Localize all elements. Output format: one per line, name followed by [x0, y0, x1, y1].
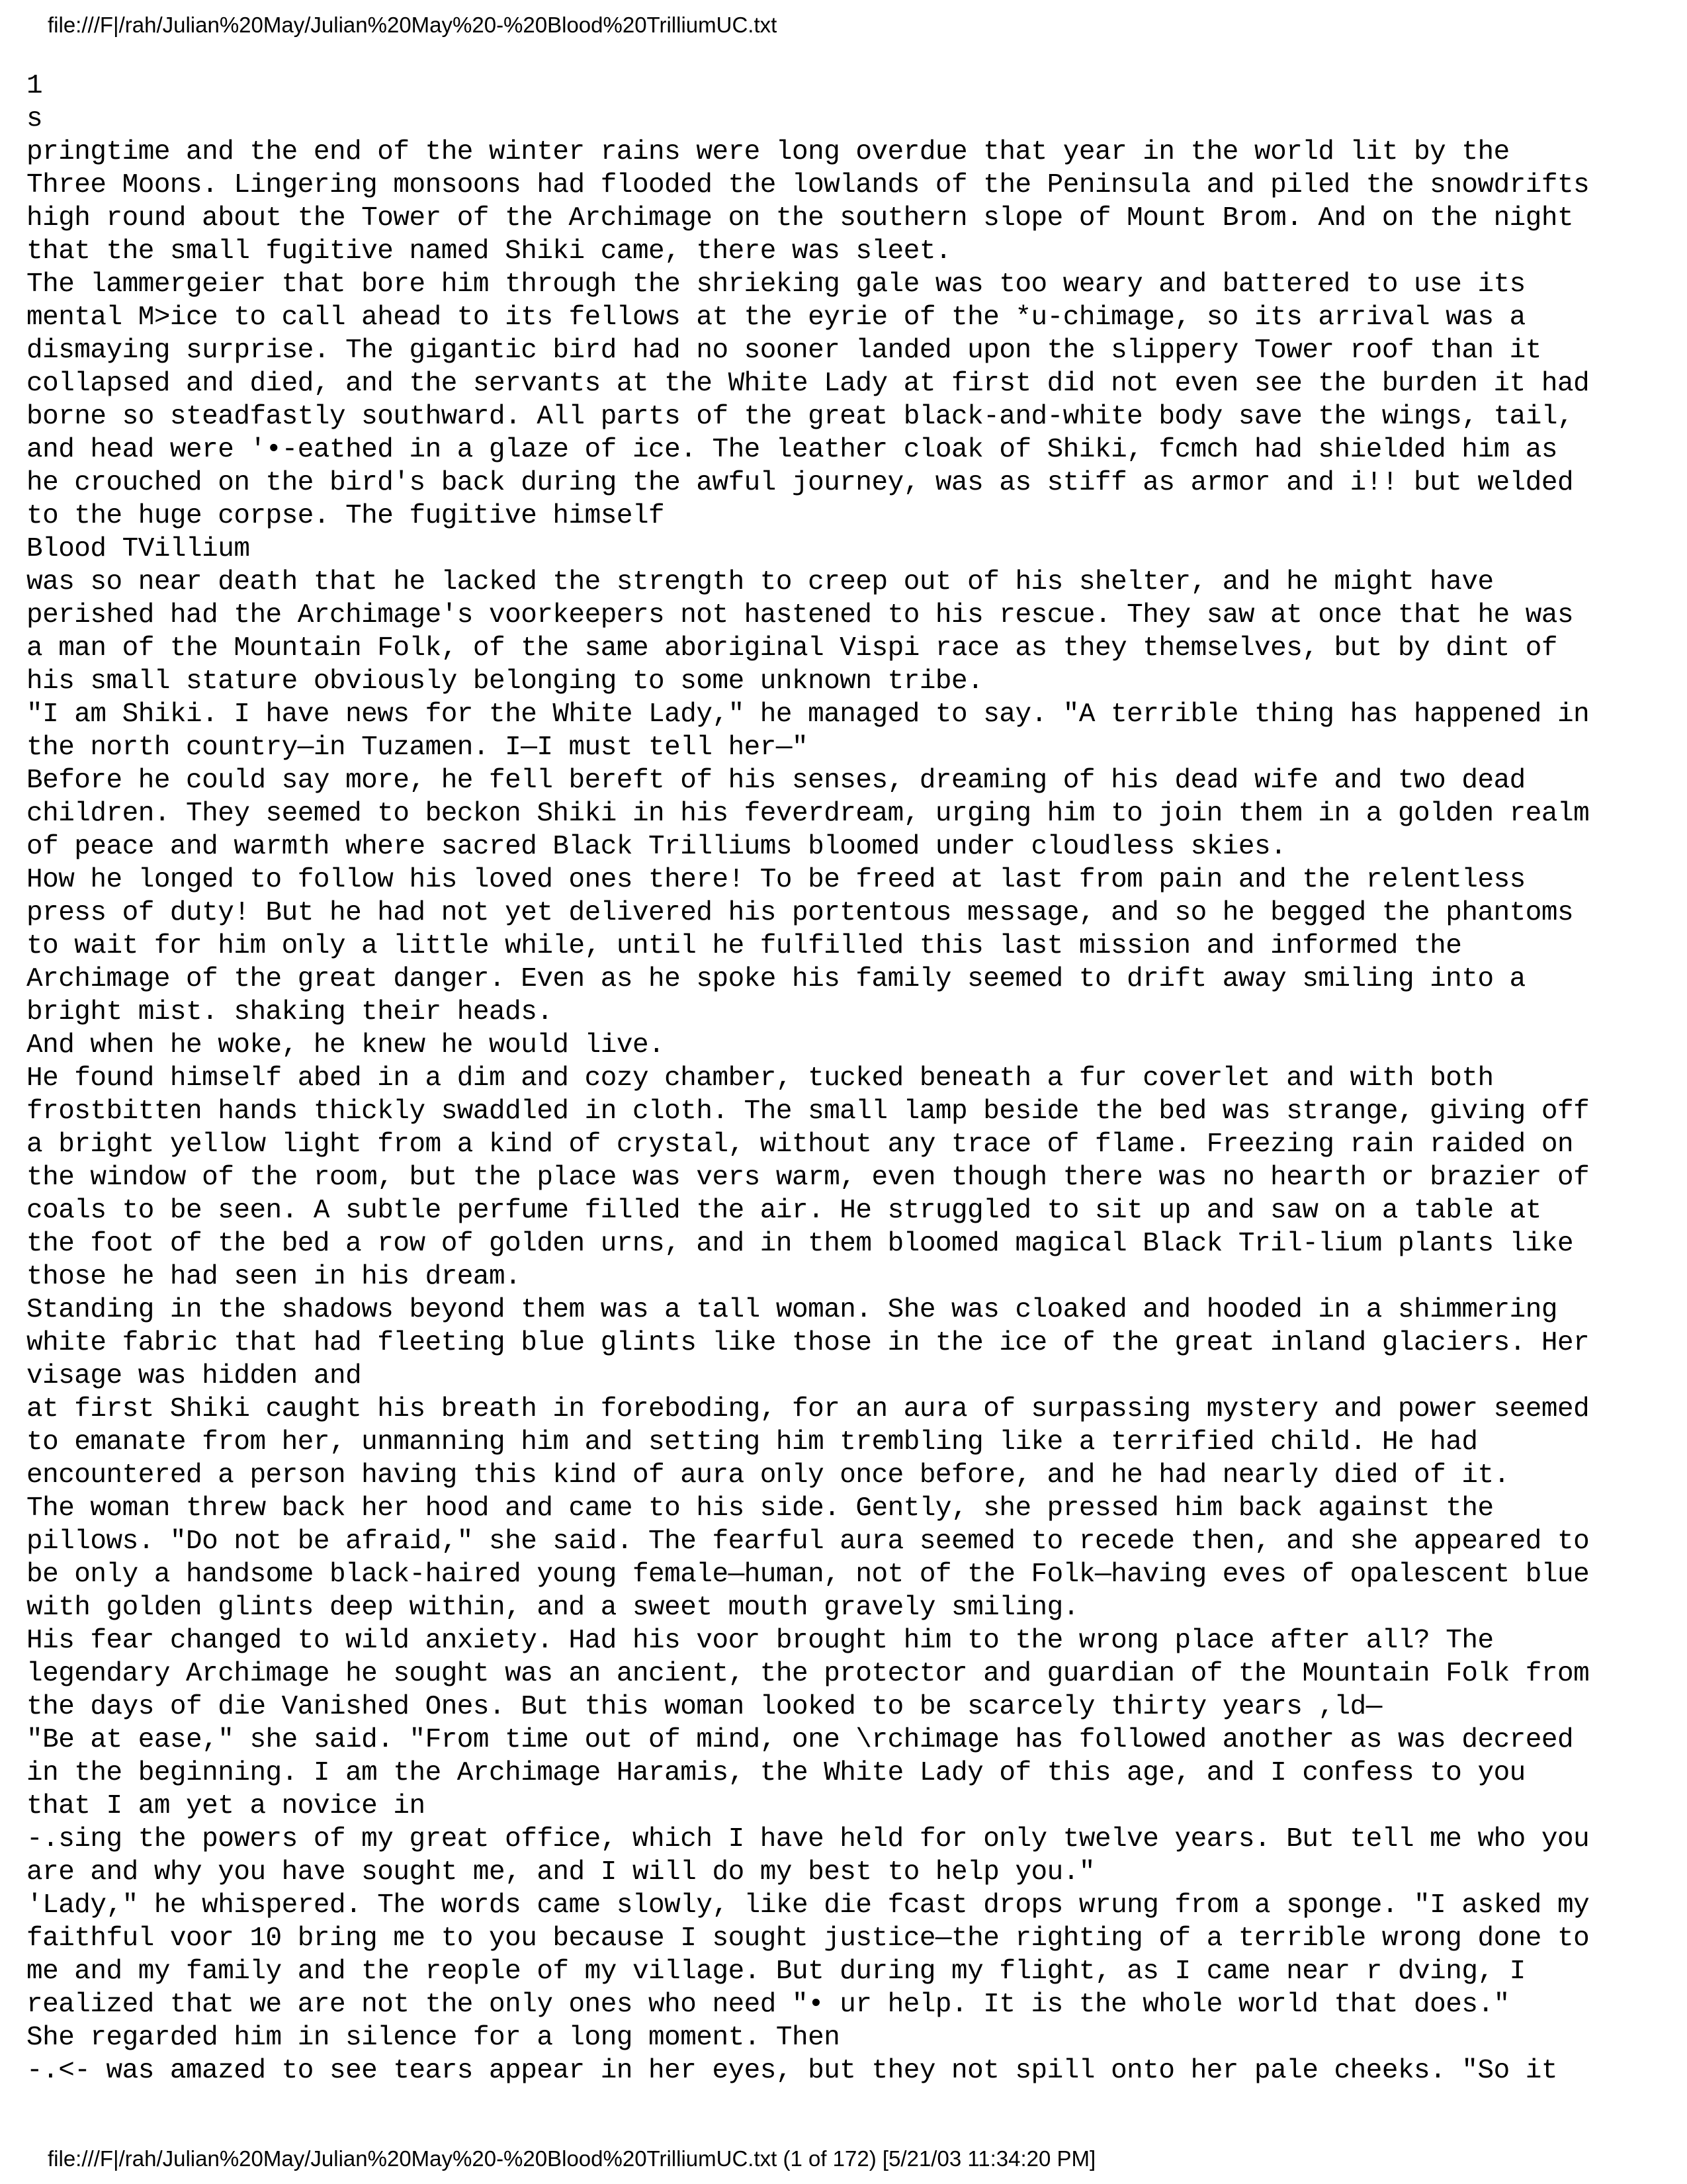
- text-line: to wait for him only a little while, until he fulfilled this last mission and informed the: [26, 931, 1462, 961]
- text-line: children. They seemed to beckon Shiki in his feverdream, urging him to join them in a golden realm: [26, 799, 1590, 829]
- text-line: faithful voor 10 bring me to you because I sought justice—the righting of a terrible wrong done to: [26, 1923, 1590, 1954]
- text-line: a man of the Mountain Folk, of the same aboriginal Vispi race as they themselves, but by dint of: [26, 633, 1557, 664]
- text-line: The woman threw back her hood and came to his side. Gently, she pressed him back against the: [26, 1493, 1494, 1524]
- text-line: the foot of the bed a row of golden urns, and in them bloomed magical Black Tril-lium plants like: [26, 1229, 1574, 1259]
- text-line: that I am yet a novice in: [26, 1791, 425, 1821]
- text-line: visage was hidden and: [26, 1361, 362, 1391]
- text-line: Three Moons. Lingering monsoons had flooded the lowlands of the Peninsula and piled the snowdrifts: [26, 170, 1590, 200]
- text-line: to the huge corpse. The fugitive himself: [26, 501, 665, 531]
- text-line: in the beginning. I am the Archimage Haramis, the White Lady of this age, and I confess to you: [26, 1758, 1526, 1788]
- text-line: Blood TVillium: [26, 534, 250, 564]
- text-line: -.<- was amazed to see tears appear in her eyes, but they not spill onto her pale cheeks. "So it: [26, 2056, 1557, 2086]
- text-line: "Be at ease," she said. "From time out of mind, one \rchimage has followed another as was decreed: [26, 1725, 1574, 1755]
- text-line: mental M>ice to call ahead to its fellows at the eyrie of the *u-chimage, so its arrival was a: [26, 302, 1526, 333]
- text-line: was so near death that he lacked the strength to creep out of his shelter, and he might have: [26, 567, 1494, 597]
- text-line: borne so steadfastly southward. All parts of the great black-and-white body save the wings, tail,: [26, 402, 1574, 432]
- text-line: And when he woke, he knew he would live.: [26, 1030, 665, 1061]
- text-line: Standing in the shadows beyond them was a tall woman. She was cloaked and hooded in a shimmering: [26, 1295, 1557, 1325]
- text-line: at first Shiki caught his breath in foreboding, for an aura of surpassing mystery and power seemed: [26, 1394, 1590, 1424]
- text-line: those he had seen in his dream.: [26, 1262, 521, 1292]
- text-line: 1: [26, 71, 43, 101]
- text-line: coals to be seen. A subtle perfume filled the air. He struggled to sit up and saw on a table at: [26, 1196, 1541, 1226]
- text-line: pringtime and the end of the winter rains were long overdue that year in the world lit by the: [26, 137, 1510, 167]
- text-line: are and why you have sought me, and I will do my best to help you.": [26, 1857, 1095, 1888]
- document-body: [26, 69, 1674, 2087]
- text-line: Archimage of the great danger. Even as he spoke his family seemed to drift away smiling into a: [26, 964, 1526, 994]
- text-line: -.sing the powers of my great office, which I have held for only twelve years. But tell me who you: [26, 1824, 1590, 1855]
- text-line: Before he could say more, he fell bereft of his senses, dreaming of his dead wife and two dead: [26, 765, 1526, 796]
- page-header-url: file:///F|/rah/Julian%20May/Julian%20May%20-%20Blood%20TrilliumUC.txt: [48, 13, 777, 37]
- text-line: realized that we are not the only ones who need "• ur help. It is the whole world that does.": [26, 1989, 1510, 2020]
- text-line: s: [26, 104, 43, 134]
- text-line: The lammergeier that bore him through the shrieking gale was too weary and battered to use its: [26, 269, 1526, 300]
- text-line: press of duty! But he had not yet delivered his portentous message, and so he begged the phantoms: [26, 898, 1574, 928]
- text-line: the days of die Vanished Ones. But this woman looked to be scarcely thirty years ,ld—: [26, 1692, 1382, 1722]
- text-line: How he longed to follow his loved ones there! To be freed at last from pain and the relentless: [26, 865, 1526, 895]
- text-line: encountered a person having this kind of aura only once before, and he had nearly died of it.: [26, 1460, 1510, 1491]
- text-line: of peace and warmth where sacred Black Trilliums bloomed under cloudless skies.: [26, 832, 1287, 862]
- text-line: perished had the Archimage's voorkeepers not hastened to his rescue. They saw at once that he was: [26, 600, 1574, 631]
- text-line: She regarded him in silence for a long moment. Then: [26, 2023, 840, 2053]
- text-line: a bright yellow light from a kind of crystal, without any trace of flame. Freezing rain raided on: [26, 1129, 1574, 1160]
- page-footer: file:///F|/rah/Julian%20May/Julian%20May%20-%20Blood%20TrilliumUC.txt (1 of 172) [5/21/03 11:34:20 PM]: [48, 2146, 1096, 2171]
- text-line: the window of the room, but the place was vers warm, even though there was no hearth or brazier of: [26, 1162, 1590, 1193]
- text-line: dismaying surprise. The gigantic bird had no sooner landed upon the slippery Tower roof than it: [26, 335, 1541, 366]
- text-line: to emanate from her, unmanning him and setting him trembling like a terrified child. He had: [26, 1427, 1478, 1458]
- text-line: that the small fugitive named Shiki came, there was sleet.: [26, 236, 952, 267]
- text-line: frostbitten hands thickly swaddled in cloth. The small lamp beside the bed was strange, giving off: [26, 1096, 1590, 1127]
- text-line: collapsed and died, and the servants at the White Lady at first did not even see the burden it had: [26, 369, 1590, 399]
- text-line: 'Lady," he whispered. The words came slowly, like die fcast drops wrung from a sponge. "I asked my: [26, 1890, 1590, 1921]
- text-line: white fabric that had fleeting blue glints like those in the ice of the great inland glaciers. Her: [26, 1328, 1590, 1358]
- text-line: His fear changed to wild anxiety. Had his voor brought him to the wrong place after all? The: [26, 1626, 1494, 1656]
- text-line: "I am Shiki. I have news for the White Lady," he managed to say. "A terrible thing has happened in: [26, 699, 1590, 730]
- text-line: bright mist. shaking their heads.: [26, 997, 553, 1027]
- text-line: his small stature obviously belonging to some unknown tribe.: [26, 666, 984, 697]
- text-line: and head were '•-eathed in a glaze of ice. The leather cloak of Shiki, fcmch had shielded him as: [26, 435, 1557, 465]
- text-line: me and my family and the reople of my village. But during my flight, as I came near r dving, I: [26, 1956, 1526, 1987]
- text-line: he crouched on the bird's back during the awful journey, was as stiff as armor and i!! but welded: [26, 468, 1574, 498]
- text-line: be only a handsome black-haired young female—human, not of the Folk—having eves of opalescent blue: [26, 1559, 1590, 1590]
- text-line: legendary Archimage he sought was an ancient, the protector and guardian of the Mountain Folk from: [26, 1659, 1590, 1689]
- text-line: He found himself abed in a dim and cozy chamber, tucked beneath a fur coverlet and with both: [26, 1063, 1494, 1094]
- text-line: high round about the Tower of the Archimage on the southern slope of Mount Brom. And on the night: [26, 203, 1574, 234]
- text-line: with golden glints deep within, and a sweet mouth gravely smiling.: [26, 1593, 1079, 1623]
- text-line: pillows. "Do not be afraid," she said. The fearful aura seemed to recede then, and she appeared to: [26, 1526, 1590, 1557]
- text-line: the north country—in Tuzamen. I—I must tell her—": [26, 732, 808, 763]
